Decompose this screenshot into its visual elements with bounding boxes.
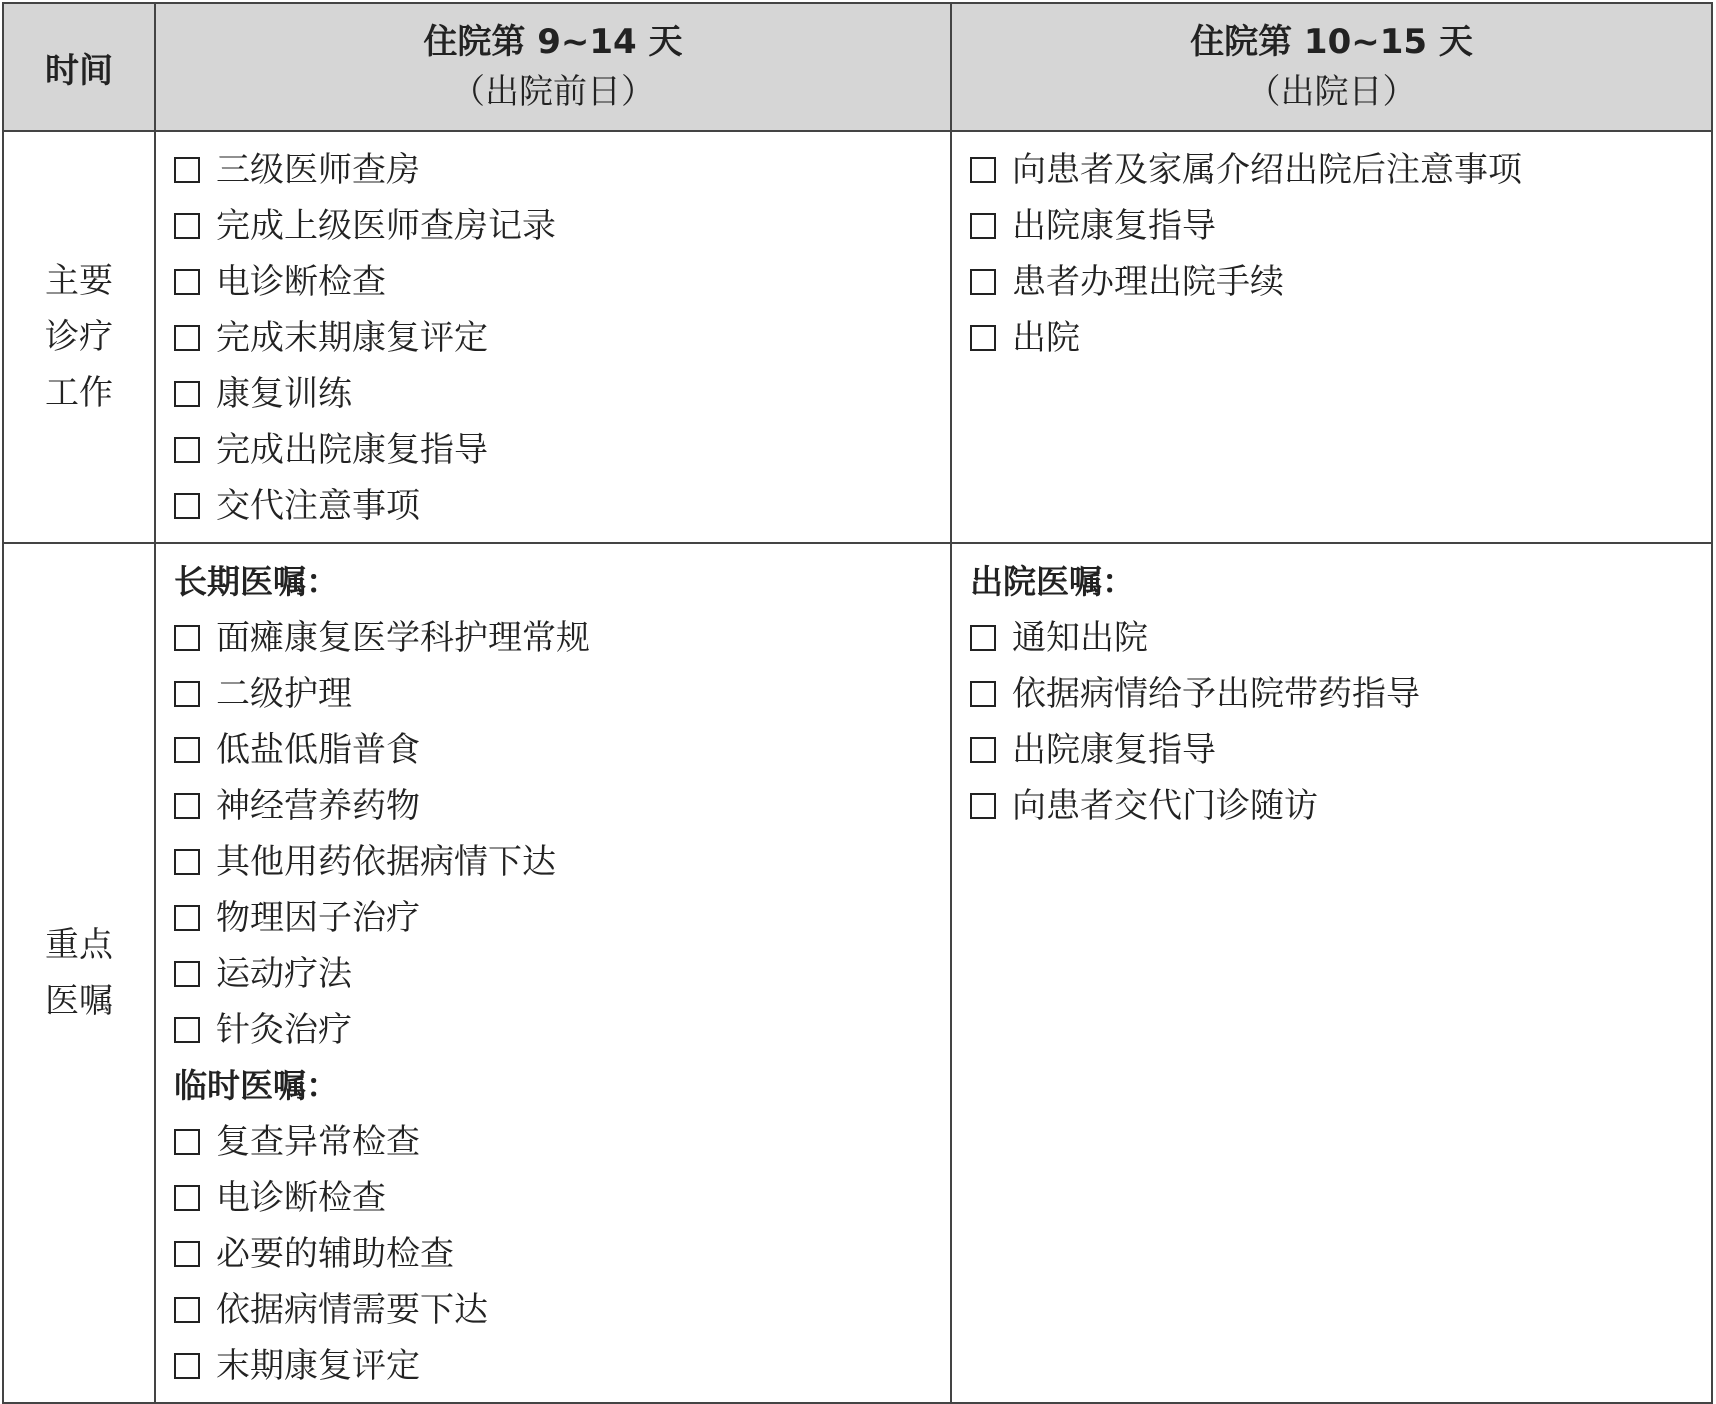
checkbox[interactable] xyxy=(174,1185,200,1211)
checklist-item[interactable] xyxy=(174,478,950,534)
day9-14-title: 住院第 9~14 天 xyxy=(423,22,683,62)
checklist-item-label: 物理因子治疗 xyxy=(216,898,420,938)
day10-15-header xyxy=(951,3,1712,131)
day9-14-header xyxy=(155,3,951,131)
key-orders-label xyxy=(3,543,155,1403)
checklist-item[interactable] xyxy=(174,834,950,890)
checklist-item[interactable] xyxy=(970,142,1711,198)
checklist-item-label: 电诊断检查 xyxy=(216,262,386,302)
checklist-item[interactable] xyxy=(174,666,950,722)
checkbox[interactable] xyxy=(970,737,996,763)
checkbox[interactable] xyxy=(174,905,200,931)
key-orders-day9-14-cell xyxy=(155,543,951,1403)
checklist-item-label: 完成末期康复评定 xyxy=(216,318,488,358)
checkbox[interactable] xyxy=(174,381,200,407)
checkbox[interactable] xyxy=(970,269,996,295)
header-row xyxy=(3,3,1712,131)
checklist-item-label: 面瘫康复医学科护理常规 xyxy=(216,618,590,658)
checklist-item[interactable] xyxy=(174,1114,950,1170)
checkbox[interactable] xyxy=(970,793,996,819)
checklist-item[interactable] xyxy=(174,1170,950,1226)
checklist-item-label: 末期康复评定 xyxy=(216,1346,420,1386)
main-work-label-line: 主要 xyxy=(45,261,113,301)
checkbox[interactable] xyxy=(174,1129,200,1155)
checklist-item-label: 必要的辅助检查 xyxy=(216,1234,454,1274)
checklist-item[interactable] xyxy=(174,946,950,1002)
checkbox[interactable] xyxy=(174,493,200,519)
checklist-item-label: 通知出院 xyxy=(1012,618,1148,658)
checklist-item-label: 依据病情需要下达 xyxy=(216,1290,488,1330)
checklist-item-label: 向患者交代门诊随访 xyxy=(1012,786,1318,826)
checklist-item-label: 依据病情给予出院带药指导 xyxy=(1012,674,1420,714)
checkbox[interactable] xyxy=(174,849,200,875)
checklist-item-label: 康复训练 xyxy=(216,374,352,414)
checklist-item-label: 针灸治疗 xyxy=(216,1010,352,1050)
checkbox[interactable] xyxy=(970,213,996,239)
checkbox[interactable] xyxy=(174,1017,200,1043)
checkbox[interactable] xyxy=(174,325,200,351)
checklist-item[interactable] xyxy=(174,1226,950,1282)
main-work-label-line: 诊疗 xyxy=(45,317,113,357)
checkbox[interactable] xyxy=(174,157,200,183)
checklist-item-label: 出院康复指导 xyxy=(1012,730,1216,770)
checklist xyxy=(952,544,1711,842)
time-header xyxy=(3,3,155,131)
checklist-item[interactable] xyxy=(970,778,1711,834)
main-work-day9-14-cell xyxy=(155,131,951,543)
checklist-item[interactable] xyxy=(174,198,950,254)
checkbox[interactable] xyxy=(174,269,200,295)
checklist-item[interactable] xyxy=(970,666,1711,722)
checklist-item-label: 三级医师查房 xyxy=(216,150,420,190)
checklist-item-label: 运动疗法 xyxy=(216,954,352,994)
checkbox[interactable] xyxy=(174,625,200,651)
temporary-orders-heading: 临时医嘱： xyxy=(174,1066,339,1105)
main-work-day10-15-cell xyxy=(951,131,1712,543)
checkbox[interactable] xyxy=(174,1241,200,1267)
checkbox[interactable] xyxy=(174,793,200,819)
checklist-item[interactable] xyxy=(174,422,950,478)
checklist-item[interactable] xyxy=(970,198,1711,254)
checklist-item-label: 低盐低脂普食 xyxy=(216,730,420,770)
checkbox[interactable] xyxy=(174,1297,200,1323)
checklist-item-label: 其他用药依据病情下达 xyxy=(216,842,556,882)
checklist-item-label: 电诊断检查 xyxy=(216,1178,386,1218)
checklist-item[interactable] xyxy=(970,310,1711,366)
checklist-item-label: 交代注意事项 xyxy=(216,486,420,526)
checklist-item[interactable] xyxy=(174,254,950,310)
checkbox[interactable] xyxy=(970,325,996,351)
key-orders-day10-15-cell xyxy=(951,543,1712,1403)
day10-15-subtitle: （出院日） xyxy=(1246,72,1417,112)
checklist-item[interactable] xyxy=(174,778,950,834)
checklist-item[interactable] xyxy=(174,1282,950,1338)
checklist-item[interactable] xyxy=(174,610,950,666)
checklist-item-label: 二级护理 xyxy=(216,674,352,714)
day10-15-title: 住院第 10~15 天 xyxy=(1190,22,1473,62)
checkbox[interactable] xyxy=(174,1353,200,1379)
main-work-row xyxy=(3,131,1712,543)
checkbox[interactable] xyxy=(174,213,200,239)
checklist-item[interactable] xyxy=(174,142,950,198)
checklist-item[interactable] xyxy=(174,722,950,778)
checklist-item-label: 完成上级医师查房记录 xyxy=(216,206,556,246)
checklist-item[interactable] xyxy=(174,1002,950,1058)
key-orders-row xyxy=(3,543,1712,1403)
long-term-orders-heading: 长期医嘱： xyxy=(174,562,339,601)
checklist-item-label: 患者办理出院手续 xyxy=(1012,262,1284,302)
checkbox[interactable] xyxy=(970,157,996,183)
checkbox[interactable] xyxy=(174,737,200,763)
checklist-item[interactable] xyxy=(174,890,950,946)
checklist-item[interactable] xyxy=(970,722,1711,778)
day9-14-subtitle: （出院前日） xyxy=(451,72,655,112)
key-orders-label-line: 医嘱 xyxy=(45,981,113,1021)
checklist-item-label: 神经营养药物 xyxy=(216,786,420,826)
checklist-item[interactable] xyxy=(174,1338,950,1394)
checklist-item-label: 完成出院康复指导 xyxy=(216,430,488,470)
checklist-item[interactable] xyxy=(970,610,1711,666)
checklist-item[interactable] xyxy=(174,366,950,422)
checklist-item[interactable] xyxy=(174,310,950,366)
main-work-label-line: 工作 xyxy=(45,373,113,413)
checklist xyxy=(156,132,950,542)
checklist-item[interactable] xyxy=(970,254,1711,310)
checklist-item-label: 出院康复指导 xyxy=(1012,206,1216,246)
clinical-pathway-table xyxy=(2,2,1713,1404)
checkbox[interactable] xyxy=(174,961,200,987)
checklist-item-label: 向患者及家属介绍出院后注意事项 xyxy=(1012,150,1522,190)
main-work-label xyxy=(3,131,155,543)
checkbox[interactable] xyxy=(174,437,200,463)
checkbox[interactable] xyxy=(970,681,996,707)
checklist xyxy=(952,132,1711,374)
key-orders-label-line: 重点 xyxy=(45,925,113,965)
checklist-item-label: 出院 xyxy=(1012,318,1080,358)
discharge-orders-heading: 出院医嘱： xyxy=(970,562,1135,601)
checkbox[interactable] xyxy=(174,681,200,707)
checklist-item-label: 复查异常检查 xyxy=(216,1122,420,1162)
checklist xyxy=(156,544,950,1402)
checkbox[interactable] xyxy=(970,625,996,651)
time-header-label: 时间 xyxy=(45,50,113,91)
